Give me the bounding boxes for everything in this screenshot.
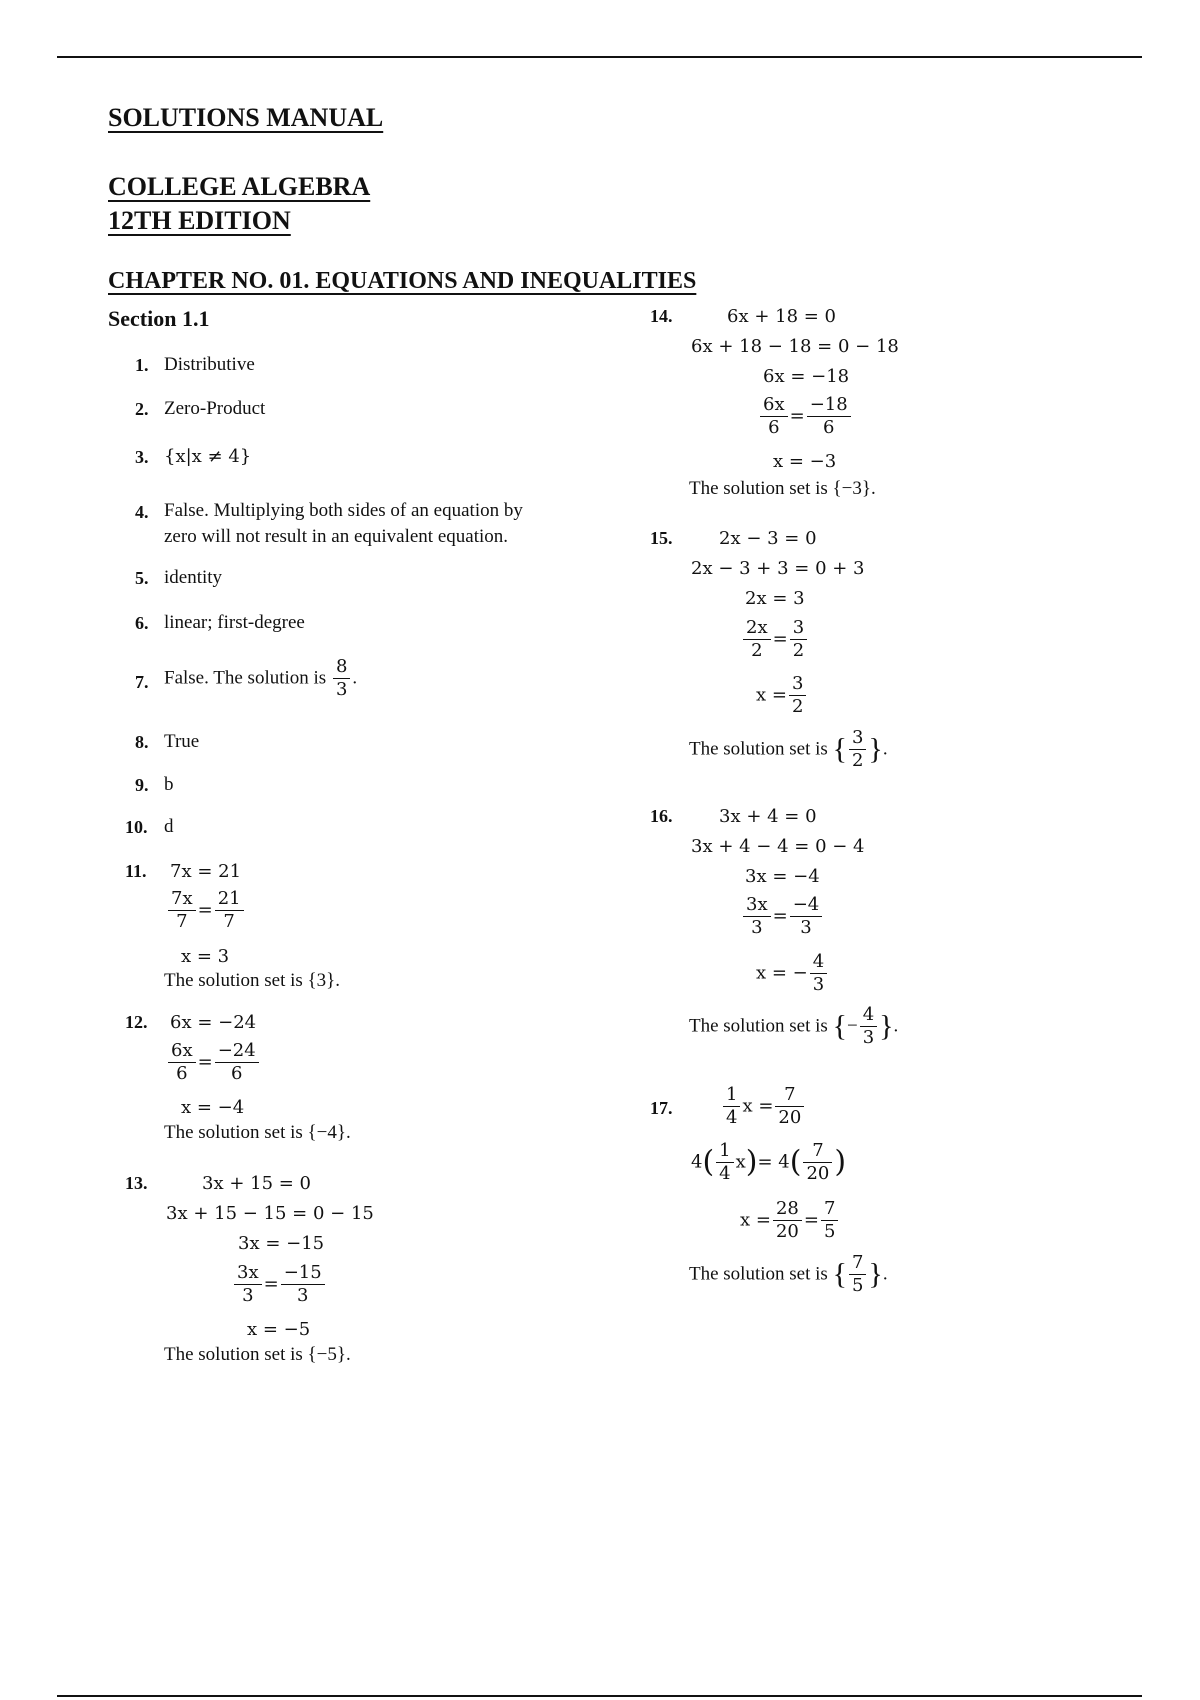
problem-answer: {x|x ≠ 4}: [164, 446, 252, 467]
equation-step: x = − $\frac{4}{3}$: [756, 951, 829, 996]
equation-step: 6x = −18: [763, 366, 850, 387]
equation-step: 3x + 4 = 0: [719, 806, 817, 827]
solution-set: The solution set is { $\frac{7}{5}$ }.: [689, 1252, 888, 1296]
problem-number: 7.: [135, 672, 149, 692]
equation-step: 3x + 4 − 4 = 0 − 4: [691, 836, 865, 857]
equation-step: $\frac{1}{4}$ x = $\frac{7}{20}$: [721, 1084, 806, 1129]
equation-step: x = −5: [247, 1319, 311, 1340]
solution-set: The solution set is {−4}.: [164, 1122, 351, 1143]
fraction: $\frac{2x}{2}$: [743, 617, 771, 662]
equation-step: 6x + 18 = 0: [727, 306, 837, 327]
problem-answer: identity: [164, 567, 223, 588]
problem-number: 4.: [135, 502, 149, 522]
equation-step: $\frac{3x}{3}$ = $\frac{-4}{3}$: [741, 894, 824, 939]
problem-number: 13.: [125, 1173, 148, 1193]
problem-answer: Distributive: [164, 354, 255, 375]
equation-step: 3x = −15: [238, 1233, 325, 1254]
equation-step: 7x = 21: [170, 861, 242, 882]
fraction: $\frac{6x}{6}$: [760, 394, 788, 439]
equation-step: x = −3: [773, 451, 837, 472]
manual-title: SOLUTIONS MANUAL: [108, 103, 384, 132]
fraction: $\frac{-15}{3}$: [281, 1262, 325, 1307]
equation-step: x = −4: [181, 1097, 245, 1118]
top-rule: [57, 56, 1142, 58]
fraction: $\frac{4}{3}$: [860, 1004, 877, 1049]
problem-answer: Zero-Product: [164, 398, 266, 419]
fraction: $\frac{3x}{3}$: [743, 894, 771, 939]
problem-number: 10.: [125, 817, 148, 837]
fraction: $\frac{1}{4}$: [716, 1140, 733, 1185]
problem-number: 11.: [125, 861, 147, 881]
solution-set: The solution set is {− $\frac{4}{3}$ }.: [689, 1004, 899, 1048]
problem-number: 12.: [125, 1012, 148, 1032]
solution-set: The solution set is {−3}.: [689, 478, 876, 499]
equation-step: $\frac{2x}{2}$ = $\frac{3}{2}$: [741, 617, 809, 662]
equation-step: x = $\frac{3}{2}$: [756, 673, 808, 718]
problem-number: 2.: [135, 399, 149, 419]
problem-number: 3.: [135, 447, 149, 467]
problem-number: 5.: [135, 568, 149, 588]
problem-answer: True: [164, 731, 200, 752]
fraction: $\frac{7x}{7}$: [168, 888, 196, 933]
problem-answer: b: [164, 774, 174, 795]
equation-step: 4( $\frac{1}{4}$ x)= 4( $\frac{7}{20}$ ): [691, 1140, 847, 1184]
fraction: $\frac{7}{20}$: [775, 1084, 804, 1129]
fraction: $\frac{3}{2}$: [790, 617, 807, 662]
problem-number: 1.: [135, 355, 149, 375]
equation-step: 2x − 3 + 3 = 0 + 3: [691, 558, 865, 579]
section-title: Section 1.1: [108, 306, 210, 331]
problem-answer: False. Multiplying both sides of an equation by zero will not result in an equivalent equation.: [164, 500, 523, 547]
equation-step: $\frac{3x}{3}$ = $\frac{-15}{3}$: [232, 1262, 327, 1307]
fraction: $\frac{-24}{6}$: [215, 1040, 259, 1085]
fraction: $\frac{21}{7}$: [215, 888, 244, 933]
fraction: $\frac{8}{3}$: [333, 656, 350, 701]
equation-step: 2x − 3 = 0: [719, 528, 817, 549]
equation-step: x = $\frac{28}{20}$ = $\frac{7}{5}$: [740, 1198, 840, 1243]
solution-set: The solution set is { $\frac{3}{2}$ }.: [689, 727, 888, 771]
fraction: $\frac{6x}{6}$: [168, 1040, 196, 1085]
fraction: $\frac{7}{5}$: [849, 1252, 866, 1297]
fraction: $\frac{3x}{3}$: [234, 1262, 262, 1307]
fraction: $\frac{3}{2}$: [849, 727, 866, 772]
fraction: $\frac{-18}{6}$: [807, 394, 851, 439]
equation-step: 6x + 18 − 18 = 0 − 18: [691, 336, 899, 357]
fraction: $\frac{-4}{3}$: [790, 894, 823, 939]
book-title: COLLEGE ALGEBRA: [108, 172, 371, 201]
fraction: $\frac{4}{3}$: [810, 951, 827, 996]
problem-answer: linear; first-degree: [164, 612, 305, 633]
fraction: $\frac{7}{20}$: [803, 1140, 832, 1185]
fraction: $\frac{3}{2}$: [789, 673, 806, 718]
fraction: $\frac{1}{4}$: [723, 1084, 740, 1129]
equation-step: x = 3: [181, 946, 230, 967]
problem-number: 9.: [135, 775, 149, 795]
problem-number: 8.: [135, 732, 149, 752]
problem-answer: d: [164, 816, 174, 837]
problem-number: 15.: [650, 528, 673, 548]
equation-step: $\frac{6x}{6}$ = $\frac{-24}{6}$: [166, 1040, 261, 1085]
equation-step: 3x + 15 − 15 = 0 − 15: [166, 1203, 374, 1224]
answer-text: False. The solution is: [164, 667, 327, 689]
fraction: $\frac{7}{5}$: [821, 1198, 838, 1243]
equation-step: $\frac{7x}{7}$ = $\frac{21}{7}$: [166, 888, 246, 933]
solution-set: The solution set is {3}.: [164, 970, 341, 991]
fraction: $\frac{28}{20}$: [773, 1198, 802, 1243]
problem-answer: False. The solution is $\frac{8}{3}$ .: [164, 656, 358, 700]
solution-set: The solution set is {−5}.: [164, 1344, 351, 1365]
edition: 12TH EDITION: [108, 206, 291, 235]
chapter-title: CHAPTER NO. 01. EQUATIONS AND INEQUALITIES: [108, 268, 697, 294]
equation-step: $\frac{6x}{6}$ = $\frac{-18}{6}$: [758, 394, 853, 439]
problem-number: 16.: [650, 806, 673, 826]
equation-step: 3x = −4: [745, 866, 820, 887]
problem-number: 14.: [650, 306, 673, 326]
equation-step: 6x = −24: [170, 1012, 257, 1033]
equation-step: 2x = 3: [745, 588, 805, 609]
equation-step: 3x + 15 = 0: [202, 1173, 312, 1194]
problem-number: 6.: [135, 613, 149, 633]
bottom-rule: [57, 1695, 1142, 1697]
problem-number: 17.: [650, 1098, 673, 1118]
